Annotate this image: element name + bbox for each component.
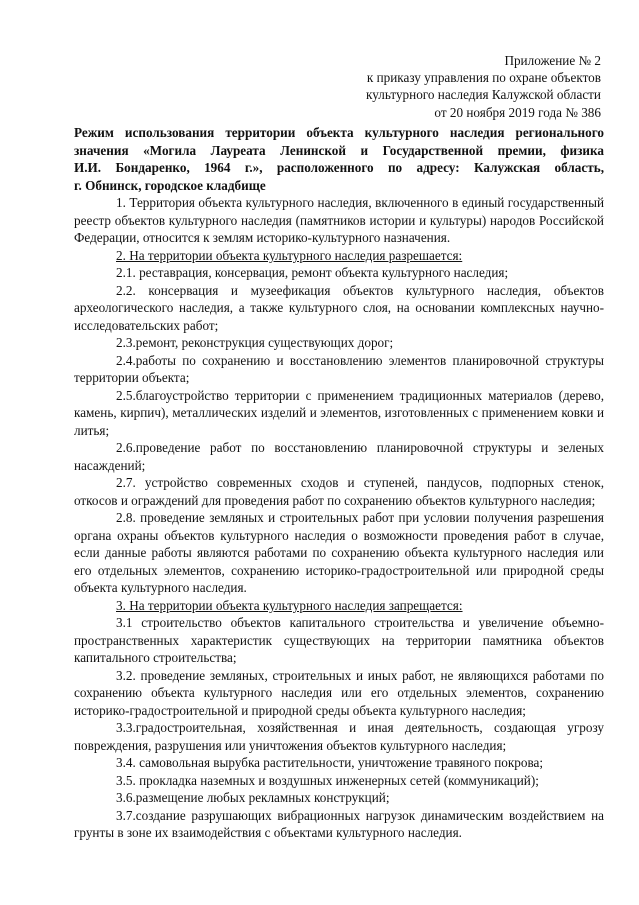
document-body <box>74 124 604 842</box>
title-line: И.И. Бондаренко, 1964 г.», расположенного по адресу: Калужская область, <box>74 160 604 176</box>
paragraph-3-3: 3.3.градостроительная, хозяйственная и иная деятельность, создающая угрозу повреждения, разрушения или уничтожения объектов культурного наследия; <box>74 720 604 753</box>
appendix-header <box>301 52 601 121</box>
paragraph-2-5: 2.5.благоустройство территории с применением традиционных материалов (дерево, камень, кирпич), металлических изделий и элементов, изготовленных с применением ковки и литья; <box>74 387 604 438</box>
document-title <box>74 124 604 194</box>
title-line: г. Обнинск, городское кладбище <box>74 177 266 193</box>
appendix-authority-line: культурного наследия Калужской области <box>366 87 601 103</box>
section-heading-allowed: 2. На территории объекта культурного наследия разрешается: <box>116 247 463 263</box>
appendix-date-line: от 20 ноября 2019 года № 386 <box>434 104 601 120</box>
title-line: Режим использования территории объекта культурного наследия регионального <box>74 125 604 140</box>
section-heading-forbidden: 3. На территории объекта культурного наследия запрещается: <box>116 597 463 613</box>
paragraph-3-7: 3.7.создание разрушающих вибрационных нагрузок динамическим воздействием на грунты в зоне их взаимодействия с объектами культурного наследия. <box>74 807 604 841</box>
paragraph-2-2: 2.2. консервация и музеефикация объектов культурного наследия, объектов археологического наследия, а также культурного слоя, на основании комплексных научно-исследовательских работ; <box>74 282 604 333</box>
paragraph-3-1: 3.1 строительство объектов капитального строительства и увеличение объемно-пространственных характеристик существующих на территории памятника объектов капитального строительства; <box>74 615 604 666</box>
paragraph-3-6: 3.6.размещение любых рекламных конструкций; <box>116 790 390 806</box>
paragraph-3-4: 3.4. самовольная вырубка растительности, уничтожение травяного покрова; <box>116 755 544 771</box>
appendix-order-line: к приказу управления по охране объектов <box>366 70 601 86</box>
title-line: значения «Могила Лауреата Ленинской и Государственной премии, физика <box>74 142 604 158</box>
paragraph-2-7: 2.7. устройство современных сходов и ступеней, пандусов, подпорных стенок, откосов и ограждений для проведения работ по сохранению объектов культурного наследия; <box>74 475 604 508</box>
appendix-number: Приложение № 2 <box>504 53 601 68</box>
paragraph-2-3: 2.3.ремонт, реконструкция существующих дорог; <box>116 335 394 351</box>
paragraph-2-4: 2.4.работы по сохранению и восстановлению элементов планировочной структуры территории объекта; <box>74 352 604 386</box>
paragraph-2-6: 2.6.проведение работ по восстановлению планировочной структуры и зеленых насаждений; <box>74 440 604 473</box>
paragraph-1: 1. Территория объекта культурного наследия, включенного в единый государственный реестр объектов культурного наследия (памятников истории и культуры) народов Российской Федерации, относится к землям историко-культурного назначения. <box>74 195 604 246</box>
paragraph-3-5: 3.5. прокладка наземных и воздушных инженерных сетей (коммуникаций); <box>116 772 539 788</box>
paragraph-2-8: 2.8. проведение земляных и строительных работ при условии получения разрешения органа охраны объектов культурного наследия о возможности проведения работ в случае, если данные работы являются работами по сохранению объекта культурного наследия или его отдельных элементов, сохранению историко-градостроительной или природной среды объекта культурного наследия. <box>74 510 604 596</box>
paragraph-3-2: 3.2. проведение земляных, строительных и иных работ, не являющихся работами по сохранению объекта культурного наследия или его отдельных элементов, сохранению историко-градостроительной и природной среды объекта культурного наследия; <box>74 667 604 718</box>
paragraph-2-1: 2.1. реставрация, консервация, ремонт объекта культурного наследия; <box>116 265 509 281</box>
